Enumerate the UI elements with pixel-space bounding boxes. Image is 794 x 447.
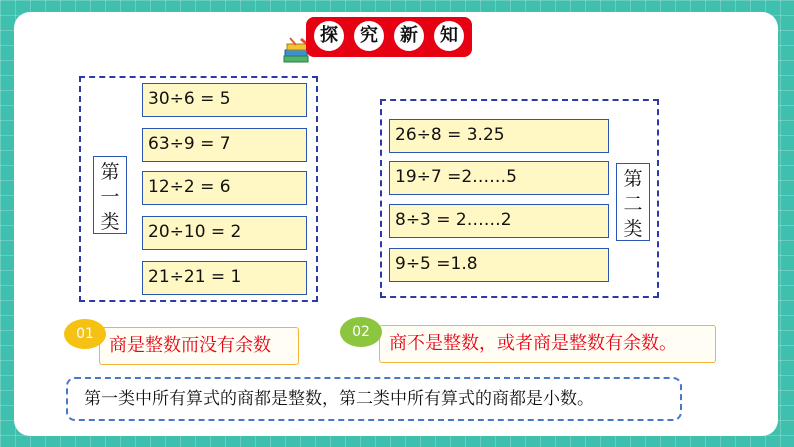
- equation: 21÷21 = 1: [142, 261, 307, 295]
- equation: 20÷10 = 2: [142, 216, 307, 250]
- badge-02: 02: [340, 317, 382, 347]
- conclusion-text: 商是整数而没有余数: [109, 335, 271, 356]
- group-two-label: [616, 163, 650, 241]
- label-char: 第: [100, 161, 120, 183]
- section-title-banner: [306, 17, 472, 57]
- conclusion-one: [99, 327, 299, 365]
- label-char: 类: [623, 218, 643, 240]
- label-char: 第: [623, 168, 643, 190]
- label-char: 二: [623, 193, 643, 215]
- conclusion-text: 商不是整数，或者商是整数有余数。: [389, 333, 677, 354]
- equation: 12÷2 = 6: [142, 171, 307, 205]
- equation: 26÷8 = 3.25: [389, 119, 609, 153]
- badge-01: 01: [64, 319, 106, 349]
- banner-char: 知: [434, 21, 464, 51]
- equation: 30÷6 = 5: [142, 83, 307, 117]
- equation: 19÷7 =2……5: [389, 161, 609, 195]
- equation: 9÷5 =1.8: [389, 248, 609, 282]
- equation: 63÷9 = 7: [142, 128, 307, 162]
- banner-char: 究: [354, 21, 384, 51]
- group-one-label: [93, 156, 127, 234]
- summary-box: 第一类中所有算式的商都是整数，第二类中所有算式的商都是小数。: [66, 377, 682, 421]
- equation: 8÷3 = 2……2: [389, 204, 609, 238]
- label-char: 一: [100, 186, 120, 208]
- banner-char: 探: [314, 21, 344, 51]
- conclusion-two: [379, 325, 716, 363]
- label-char: 类: [100, 211, 120, 233]
- banner-char: 新: [394, 21, 424, 51]
